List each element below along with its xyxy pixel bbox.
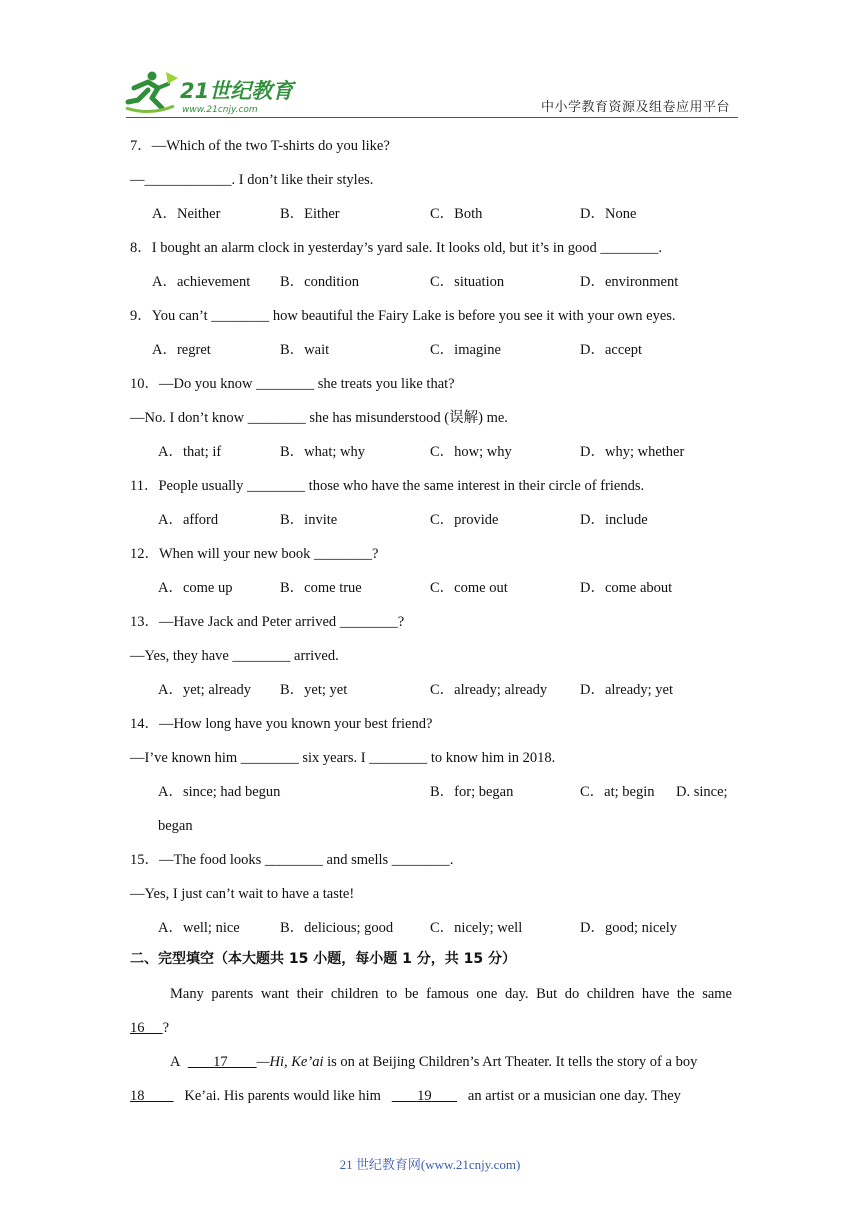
question-15-reply: —Yes, I just can’t wait to have a taste!: [130, 886, 355, 902]
q13-option-a: A．yet; already: [158, 682, 252, 698]
blank-17-line: [188, 1054, 257, 1070]
passage-line-4: [130, 1086, 732, 1106]
blank-16: 16: [130, 1020, 145, 1036]
q14-option-c: C．at; begin: [580, 784, 655, 800]
q9-option-a: A．regret: [152, 342, 211, 358]
q12-option-a: A．come up: [158, 580, 233, 596]
blank-18-line: [130, 1088, 174, 1104]
question-9-stem: 9．You can’t ________ how beautiful the Fairy Lake is before you see it with your own eyes.: [130, 308, 676, 324]
q7-option-b: B．Either: [280, 206, 340, 222]
header-divider: [126, 117, 738, 118]
passage-article: A: [170, 1054, 181, 1070]
question-13-stem: 13．—Have Jack and Peter arrived ________?: [130, 614, 405, 630]
passage-line-3-rest: is on at Beijing Children’s Art Theater. It tells the story of a boy: [323, 1054, 698, 1070]
q8-option-c: C．situation: [430, 274, 505, 290]
question-14-reply: —I’ve known him ________ six years. I ________ to know him in 2018.: [130, 750, 556, 766]
q11-option-b: B．invite: [280, 512, 338, 528]
q15-option-a: A．well; nice: [158, 920, 240, 936]
passage-line-2: [130, 1018, 169, 1038]
passage-line-1: Many parents want their children to be famous one day. But do children have the same: [170, 986, 732, 1002]
blank-19-line: [392, 1088, 457, 1104]
question-13-reply: —Yes, they have ________ arrived.: [130, 648, 339, 664]
q10-option-a: A．that; if: [158, 444, 222, 460]
q8-option-a: A．achievement: [152, 274, 251, 290]
blank-17: 17: [213, 1054, 228, 1070]
passage-line-4-end: an artist or a musician one day. They: [467, 1088, 681, 1104]
blank-16-line: [145, 1020, 163, 1036]
q11-option-c: C．provide: [430, 512, 499, 528]
logo-text: 21世纪教育: [180, 79, 294, 103]
q10-option-d: D．why; whether: [580, 444, 685, 460]
question-7-stem: 7．—Which of the two T-shirts do you like?: [130, 138, 390, 154]
q14-option-a: A．since; had begun: [158, 784, 281, 800]
q15-option-b: B．delicious; good: [280, 920, 394, 936]
q13-option-b: B．yet; yet: [280, 682, 348, 698]
question-12-stem: 12．When will your new book ________?: [130, 546, 379, 562]
page-header: [118, 64, 738, 116]
q9-option-c: C．imagine: [430, 342, 501, 358]
passage-line-4-mid: Ke’ai. His parents would like him: [184, 1088, 381, 1104]
passage-q-mark: ?: [162, 1020, 170, 1036]
section-2-title: 二、完型填空（本大题共 15 小题，每小题 1 分，共 15 分）: [130, 951, 516, 967]
passage-line-3: [170, 1052, 732, 1072]
question-15-stem: 15．—The food looks ________ and smells ________.: [130, 852, 454, 868]
q12-option-d: D．come about: [580, 580, 673, 596]
q8-option-d: D．environment: [580, 274, 679, 290]
21cnjy-logo: [122, 68, 297, 118]
q14-option-d-continuation: began: [158, 818, 193, 834]
play-title: —Hi, Ke’ai: [256, 1054, 324, 1070]
q9-option-b: B．wait: [280, 342, 330, 358]
blank-18: 18: [130, 1088, 145, 1104]
q10-option-b: B．what; why: [280, 444, 365, 460]
q11-option-a: A．afford: [158, 512, 219, 528]
q12-option-c: C．come out: [430, 580, 508, 596]
question-8-stem: 8．I bought an alarm clock in yesterday’s yard sale. It looks old, but it’s in good ________.: [130, 240, 662, 256]
question-10-stem: 10．—Do you know ________ she treats you like that?: [130, 376, 455, 392]
page-footer: 21 世纪教育网(www.21cnjy.com): [339, 1157, 521, 1172]
q15-option-c: C．nicely; well: [430, 920, 523, 936]
q9-option-d: D．accept: [580, 342, 642, 358]
q13-option-d: D．already; yet: [580, 682, 674, 698]
q7-option-d: D．None: [580, 206, 637, 222]
q12-option-b: B．come true: [280, 580, 362, 596]
blank-19: 19: [417, 1088, 432, 1104]
question-11-stem: 11．People usually ________ those who have the same interest in their circle of friends.: [130, 478, 645, 494]
q14-option-d: D. since;: [676, 784, 728, 800]
question-7-reply: —____________. I don’t like their styles.: [130, 172, 374, 188]
q13-option-c: C．already; already: [430, 682, 548, 698]
q10-option-c: C．how; why: [430, 444, 512, 460]
q14-option-b: B．for; began: [430, 784, 514, 800]
question-10-reply: —No. I don’t know ________ she has misunderstood (误解) me.: [130, 410, 508, 426]
q7-option-c: C．Both: [430, 206, 483, 222]
logo-url: www.21cnjy.com: [182, 105, 258, 115]
q7-option-a: A．Neither: [152, 206, 221, 222]
platform-tagline: 中小学教育资源及组卷应用平台: [540, 100, 730, 115]
question-14-stem: 14．—How long have you known your best friend?: [130, 716, 433, 732]
q11-option-d: D．include: [580, 512, 648, 528]
q15-option-d: D．good; nicely: [580, 920, 678, 936]
q8-option-b: B．condition: [280, 274, 359, 290]
